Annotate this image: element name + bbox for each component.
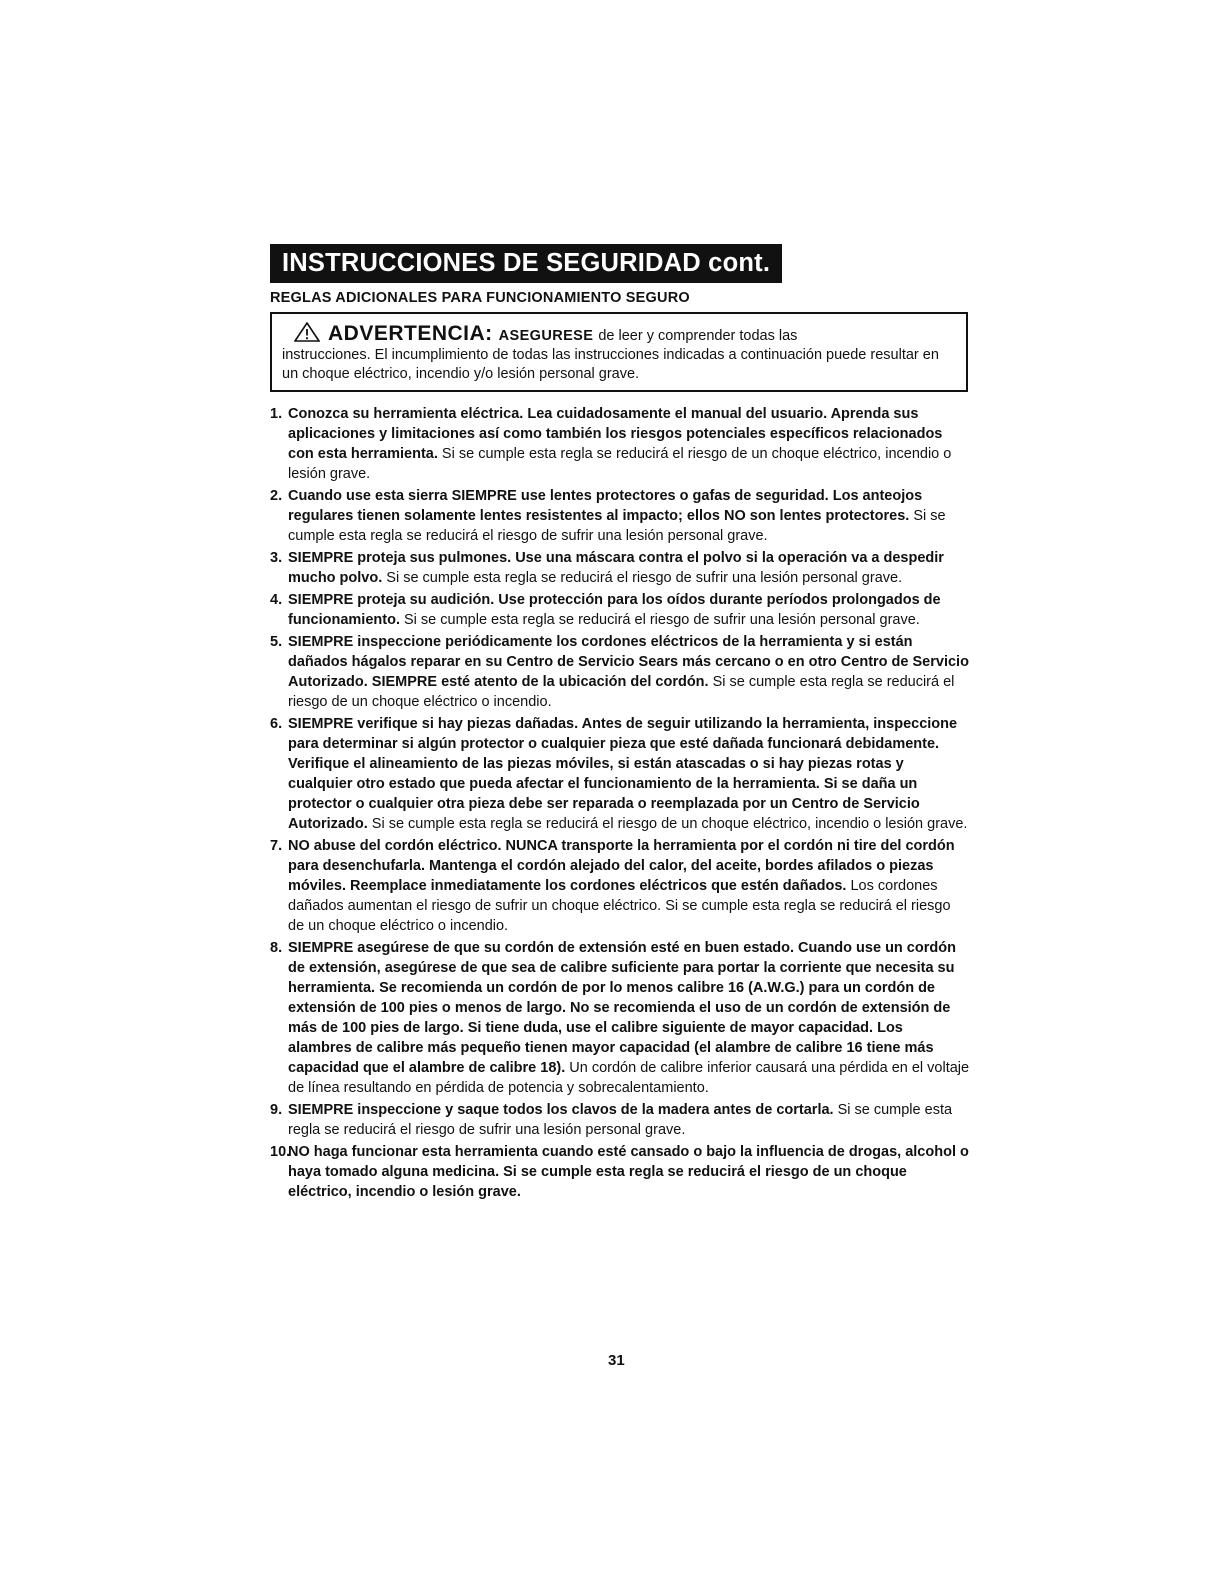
manual-page — [270, 244, 970, 1204]
rule-item — [270, 632, 970, 712]
rule-bold-text: SIEMPRE asegúrese de que su cordón de extensión esté en buen estado. Cuando use un cordón de extensión, asegúrese de que sea de calibre suficiente para portar la corriente que necesita su herramienta. Se recomienda un cordón de por lo menos calibre 16 (A.W.G.) para un cordón de extensión de 100 pies o menos de largo. No se recomienda el uso de un cordón de extensión de más de 100 pies de largo. Si tiene duda, use el calibre siguiente de mayor capacidad. Los alambres de calibre más pequeño tienen mayor capacidad (el alambre de calibre 16 tiene más capacidad que el alambre de calibre 18). — [288, 940, 956, 1076]
rule-number: 4. — [270, 592, 283, 608]
rule-item — [270, 836, 970, 936]
rule-bold-text: SIEMPRE inspeccione periódicamente los cordones eléctricos de la herramienta y si están dañados hágalos reparar en su Centro de Servicio Sears más cercano o en otro Centro de Servicio Autorizado. SIEMPRE esté atento de la ubicación del cordón. — [288, 634, 969, 690]
warning-triangle-icon — [294, 322, 320, 342]
rule-normal-text: Un cordón de calibre inferior causará una pérdida en el voltaje de línea resultando en pérdida de potencia y sobrecalentamiento. — [288, 1060, 970, 1096]
rule-item — [270, 590, 970, 630]
rule-number: 8. — [270, 940, 283, 956]
rule-item — [270, 486, 970, 546]
warning-label: ADVERTENCIA: — [328, 322, 493, 345]
rule-item — [270, 548, 970, 588]
rule-normal-text: Si se cumple esta regla se reducirá el riesgo de un choque eléctrico, incendio o lesión grave. — [288, 446, 952, 482]
warning-body: instrucciones. El incumplimiento de todas las instrucciones indicadas a continuación puede resultar en un choque eléctrico, incendio y/o lesión personal grave. — [282, 347, 939, 382]
rule-item — [270, 1142, 970, 1202]
rule-normal-text: Si se cumple esta regla se reducirá el riesgo de sufrir una lesión personal grave. — [288, 508, 946, 544]
rule-number: 10. — [270, 1144, 291, 1160]
rule-bold-text: Cuando use esta sierra SIEMPRE use lentes protectores o gafas de seguridad. Los anteojos regulares tienen solamente lentes resistentes al impacto; ellos NO son lentes protectores. — [288, 488, 923, 524]
section-banner: INSTRUCCIONES DE SEGURIDAD cont. — [270, 244, 782, 283]
rule-number: 1. — [270, 406, 283, 422]
warning-box — [270, 312, 968, 392]
warning-lead: ASEGURESE — [498, 328, 594, 344]
rule-item — [270, 404, 970, 484]
rule-number: 2. — [270, 488, 283, 504]
page-number: 31 — [608, 1352, 625, 1369]
rule-bold-text: NO abuse del cordón eléctrico. NUNCA transporte la herramienta por el cordón ni tire del cordón para desenchufarla. Mantenga el cordón alejado del calor, del aceite, bordes afilados o piezas móviles. Reemplace inmediatamente los cordones eléctricos que estén dañados. — [288, 838, 955, 894]
rule-bold-text: SIEMPRE inspeccione y saque todos los clavos de la madera antes de cortarla. — [288, 1102, 834, 1118]
rule-normal-text: Si se cumple esta regla se reducirá el riesgo de sufrir una lesión personal grave. — [382, 570, 903, 586]
rule-number: 6. — [270, 716, 283, 732]
rule-bold-text: NO haga funcionar esta herramienta cuando esté cansado o bajo la influencia de drogas, alcohol o haya tomado alguna medicina. Si se cumple esta regla se reducirá el riesgo de un choque eléctrico, incendio o lesión grave. — [288, 1144, 969, 1200]
rule-bold-text: SIEMPRE verifique si hay piezas dañadas. Antes de seguir utilizando la herramienta, inspeccione para determinar si algún protector o cualquier pieza que esté dañada funcionará debidamente. Verifique el alineamiento de las piezas móviles, si están atascadas o si hay piezas rotas y cualquier otro estado que pueda afectar el funcionamiento de la herramienta. Si se daña un protector o cualquier otra pieza debe ser reparada o reemplazada por un Centro de Servicio Autorizado. — [288, 716, 958, 832]
rule-bold-text: Conozca su herramienta eléctrica. Lea cuidadosamente el manual del usuario. Aprenda sus aplicaciones y limitaciones así como también los riesgos potenciales específicos relacionados con esta herramienta. — [288, 406, 943, 462]
rule-normal-text: Si se cumple esta regla se reducirá el riesgo de un choque eléctrico, incendio o lesión grave. — [367, 816, 968, 832]
rules-list — [270, 404, 970, 1202]
rule-normal-text: Si se cumple esta regla se reducirá el riesgo de un choque eléctrico o incendio. — [288, 674, 955, 710]
rule-item — [270, 714, 970, 834]
rule-normal-text: Si se cumple esta regla se reducirá el riesgo de sufrir una lesión personal grave. — [288, 1102, 953, 1138]
section-subheading: REGLAS ADICIONALES PARA FUNCIONAMIENTO SEGURO — [270, 290, 690, 306]
rule-number: 3. — [270, 550, 283, 566]
rule-bold-text: SIEMPRE proteja sus pulmones. Use una máscara contra el polvo si la operación va a despedir mucho polvo. — [288, 550, 944, 586]
rule-number: 9. — [270, 1102, 283, 1118]
rule-item — [270, 1100, 970, 1140]
rule-normal-text: Si se cumple esta regla se reducirá el riesgo de sufrir una lesión personal grave. — [399, 612, 920, 628]
warning-title-row — [282, 320, 958, 346]
warning-first-line: de leer y comprender todas las — [598, 328, 798, 344]
rule-bold-text: SIEMPRE proteja su audición. Use protección para los oídos durante períodos prolongados de funcionamiento. — [288, 592, 941, 628]
rule-number: 7. — [270, 838, 283, 854]
rule-item — [270, 938, 970, 1098]
rule-number: 5. — [270, 634, 283, 650]
rule-normal-text: Los cordones dañados aumentan el riesgo de sufrir un choque eléctrico. Si se cumple esta regla se reducirá el riesgo de un choque eléctrico o incendio. — [288, 878, 951, 934]
